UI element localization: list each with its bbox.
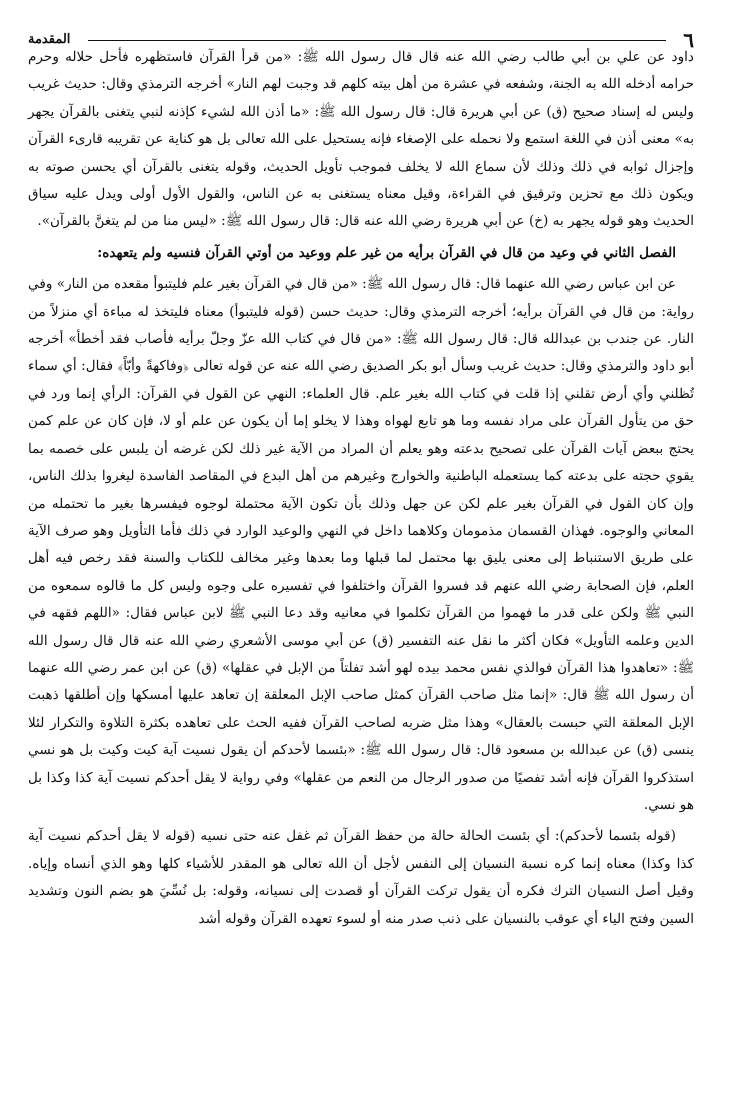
section-heading: الفصل الثاني في وعيد من قال في القرآن برأيه من غير علم ووعيد من أوتي القرآن فنسيه ولم يتعهده: — [97, 244, 676, 261]
running-title: المقدمة — [28, 32, 71, 47]
header-rule — [88, 40, 666, 41]
body-text — [28, 44, 694, 933]
paragraph: عن ابن عباس رضي الله عنهما قال: قال رسول الله ﷺ: «من قال في القرآن بغير علم فليتبوأ مقعده من النار» وفي رواية: من قال في القرآن برأيه؛ أخرجه الترمذي وقال: حديث حسن (قوله فليتبوأ) معناه فليتخذ له مباءة أي منزلاً من النار. عن جندب بن عبدالله قال: قال رسول الله ﷺ: «من قال في كتاب الله عزّ وجلّ برأيه فأصاب فقد أخطأ» أخرجه أبو داود والترمذي وقال: حديث غريب وسأل أبو بكر الصديق رضي الله عنه عن قوله تعالى ﴿وفاكهةً وأبّاً﴾ فقال: أي سماء تُظلني وأي أرض تقلني إذا قلت في كتاب الله بغير علم. قال العلماء: النهي عن القول في القرآن: الرأي إنما ورد في حق من يتأول القرآن على مراد نفسه وما هو تابع لهواه وهذا لا يخلو إما أن يكون عن علم أو لا، فإن كان عن علم كمن يحتج ببعض آيات القرآن على تصحيح بدعته وهو يعلم أن المراد من الآية غير ذلك لكن غرضه أن يلبس على خصمه بما يقوي حجته على بدعته كما يستعمله الباطنية والخوارج وغيرهم من أهل البدع في المقاصد الفاسدة ليغروا بذلك الناس، وإن كان القول في القرآن بغير علم لكن عن جهل وذلك بأن تكون الآية محتملة لوجوه فيفسرها بغير ما تحتمله من المعاني والوجوه. فهذان القسمان مذمومان وكلاهما داخل في النهي والوعيد الوارد في ذلك فأما التأويل وهو صرف الآية على طريق الاستنباط إلى معنى يليق بها محتمل لما قبلها وما بعدها وغير مخالف للكتاب والسنة فقد رخص فيه أهل العلم، فإن الصحابة رضي الله عنهم قد فسروا القرآن واختلفوا في تفسيره على وجوه وليس كل ما قالوه سمعوه من النبي ﷺ ولكن على قدر ما فهموا من القرآن تكلموا في معانيه وقد دعا النبي ﷺ لابن عباس فقال: «اللهم فقهه في الدين وعلمه التأويل» فكان أكثر ما نقل عنه التفسير (ق) عن أبي موسى الأشعري رضي الله عنه قال قال رسول الله ﷺ: «تعاهدوا هذا القرآن فوالذي نفس محمد بيده لهو أشد تفلتاً من الإبل في عقلها» (ق) عن ابن عمر رضي الله عنهما أن رسول الله ﷺ قال: «إنما مثل صاحب القرآن كمثل صاحب الإبل المعلقة إن تعاهد عليها أمسكها وإن أطلقها ذهبت الإبل المعلقة التي حبست بالعقال» وهذا مثل ضربه لصاحب القرآن ففيه الحث على تعاهده بكثرة التلاوة والتكرار لئلا ينسى (ق) عن عبدالله بن مسعود قال: قال رسول الله ﷺ: «بئسما لأحدكم أن يقول نسيت آية كيت وكيت بل هو نسي استذكروا القرآن فإنه أشد تفصيًا من صدور الرجال من النعم من عقلها» وفي رواية لا يقل أحدكم نسيت آية كذا وكذا بل هو نسي. — [28, 276, 694, 813]
page-number: ٦ — [683, 28, 694, 52]
paragraph: داود عن علي بن أبي طالب رضي الله عنه قال قال رسول الله ﷺ: «من قرأ القرآن فاستظهره فأحل حلاله وحرم حرامه أدخله الله به الجنة، وشفعه في عشرة من أهل بيته كلهم قد وجبت لهم النار» أخرجه الترمذي وقال: حديث غريب وليس له إسناد صحيح (ق) عن أبي هريرة قال: قال رسول الله ﷺ: «ما أذن الله لشيء كإذنه لنبي يتغنى بالقرآن يجهر به» معنى أذن في اللغة استمع ولا نحمله على الإصغاء فإنه يستحيل على الله تعالى بل هو كناية عن تقريبه قارىء القرآن وإجزال ثوابه في ذلك وذلك لأن سماع الله لا يخلف فموجب تأويل الحديث، وقوله يتغنى بالقرآن أي يحسن صوته به ويكون ذلك مع تحزين وترقيق في القراءة، وقيل معناه يستغنى به عن الناس، والقول الأول أولى ويدل عليه سياق الحديث وهو قوله يجهر به (خ) عن أبي هريرة رضي الله عنه قال: قال رسول الله ﷺ: «ليس منا من لم يتغنَّ بالقرآن». — [28, 49, 694, 230]
page-header — [28, 28, 694, 50]
paragraph: (قوله بئسما لأحدكم): أي بئست الحالة حالة من حفظ القرآن ثم غفل عنه حتى نسيه (قوله لا يقل أحدكم نسيت آية كذا وكذا) معناه إنما كره نسبة النسيان إلى النفس لأجل أن الله تعالى هو المقدر للأشياء كلها وهو الذي أنساه وإياه. وقيل أصل النسيان الترك فكره أن يقول تركت القرآن أو قصدت إلى نسيانه، وقوله: بل نُسِّيَ هو بضم النون وتشديد السين وفتح الياء أي عوقب بالنسيان على ذنب صدر منه أو لسوء تعهده القرآن وقوله أشد — [28, 828, 694, 927]
